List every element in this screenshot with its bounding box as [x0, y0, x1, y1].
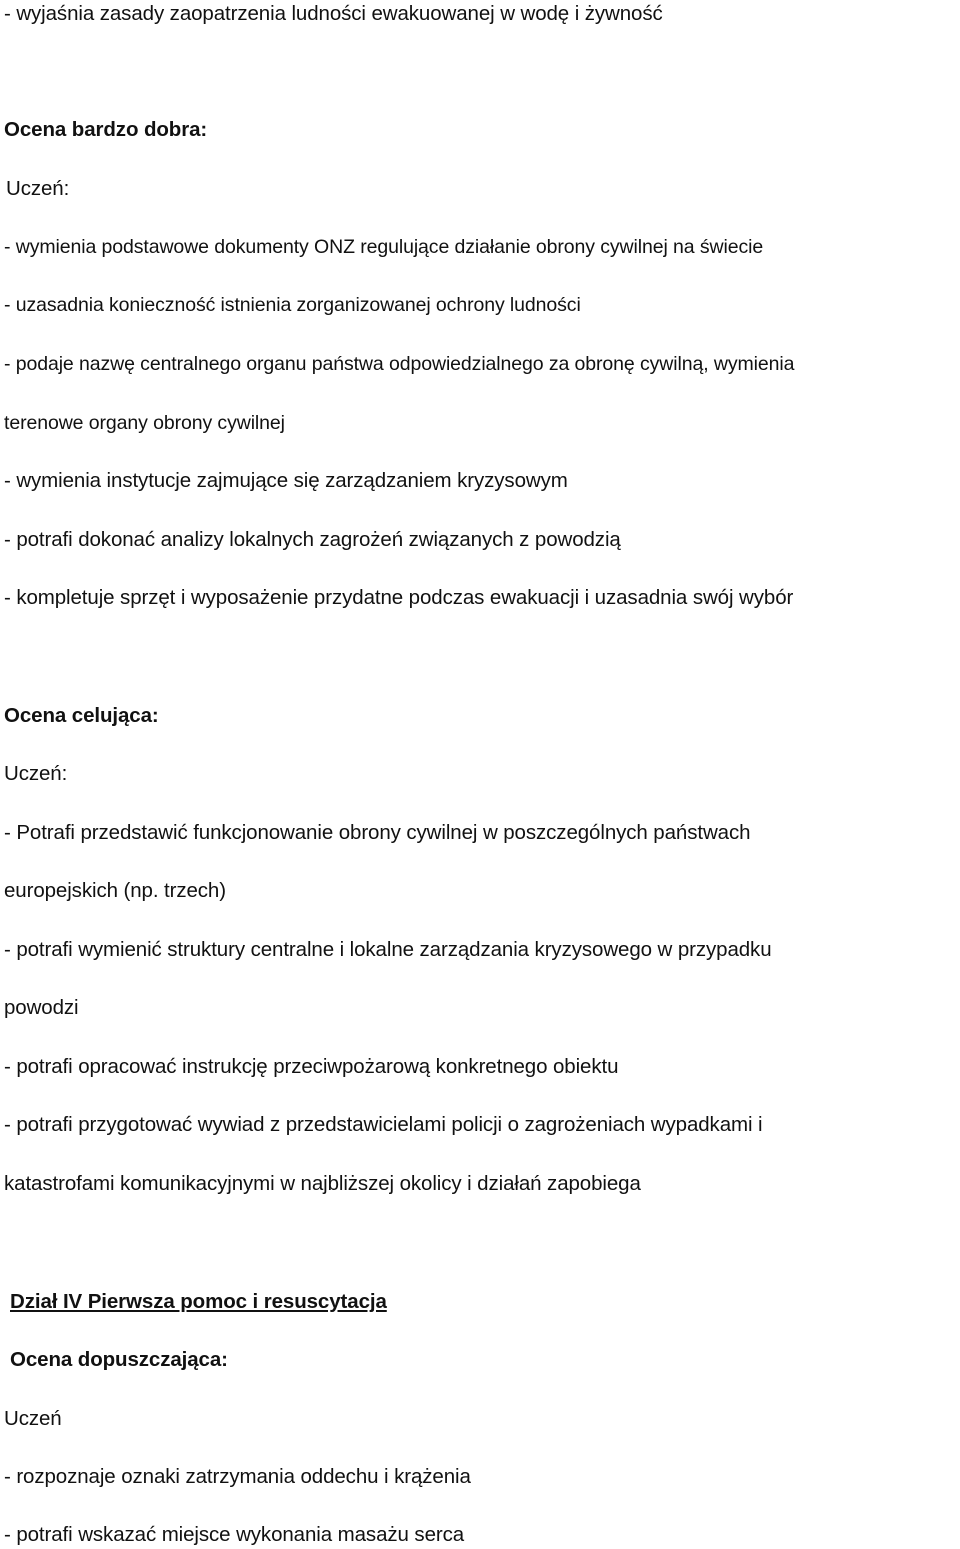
- grade-very-good-heading: Ocena bardzo dobra:: [4, 118, 208, 141]
- list-item: - Potrafi przedstawić funkcjonowanie obrony cywilnej w poszczególnych państwach: [4, 821, 751, 844]
- grade-excellent-heading: Ocena celująca:: [4, 704, 159, 727]
- list-item: katastrofami komunikacyjnymi w najbliższej okolicy i działań zapobiega: [4, 1172, 641, 1195]
- grade-sufficient-heading: Ocena dopuszczająca:: [10, 1348, 228, 1371]
- list-item: europejskich (np. trzech): [4, 879, 226, 902]
- list-item: - potrafi opracować instrukcję przeciwpożarową konkretnego obiektu: [4, 1055, 619, 1078]
- student-label: Uczeń:: [6, 177, 70, 200]
- list-item: - kompletuje sprzęt i wyposażenie przydatne podczas ewakuacji i uzasadnia swój wybór: [4, 586, 794, 609]
- list-item: - uzasadnia konieczność istnienia zorganizowanej ochrony ludności: [4, 294, 581, 316]
- list-item: - potrafi wymienić struktury centralne i lokalne zarządzania kryzysowego w przypadku: [4, 938, 772, 961]
- list-item: - potrafi wskazać miejsce wykonania masażu serca: [4, 1523, 465, 1546]
- list-item: terenowe organy obrony cywilnej: [4, 412, 285, 434]
- section-title: Dział IV Pierwsza pomoc i resuscytacja: [10, 1290, 387, 1313]
- list-item: powodzi: [4, 996, 79, 1019]
- intro-line: - wyjaśnia zasady zaopatrzenia ludności ewakuowanej w wodę i żywność: [4, 2, 663, 25]
- list-item: - wymienia instytucje zajmujące się zarządzaniem kryzysowym: [4, 469, 568, 492]
- list-item: - rozpoznaje oznaki zatrzymania oddechu i krążenia: [4, 1465, 471, 1488]
- list-item: - potrafi dokonać analizy lokalnych zagrożeń związanych z powodzią: [4, 528, 621, 551]
- list-item: - wymienia podstawowe dokumenty ONZ regulujące działanie obrony cywilnej na świecie: [4, 236, 764, 258]
- list-item: - podaje nazwę centralnego organu państwa odpowiedzialnego za obronę cywilną, wymienia: [4, 353, 795, 375]
- student-label: Uczeń:: [4, 762, 68, 785]
- student-label: Uczeń: [4, 1407, 62, 1430]
- list-item: - potrafi przygotować wywiad z przedstawicielami policji o zagrożeniach wypadkami i: [4, 1113, 763, 1136]
